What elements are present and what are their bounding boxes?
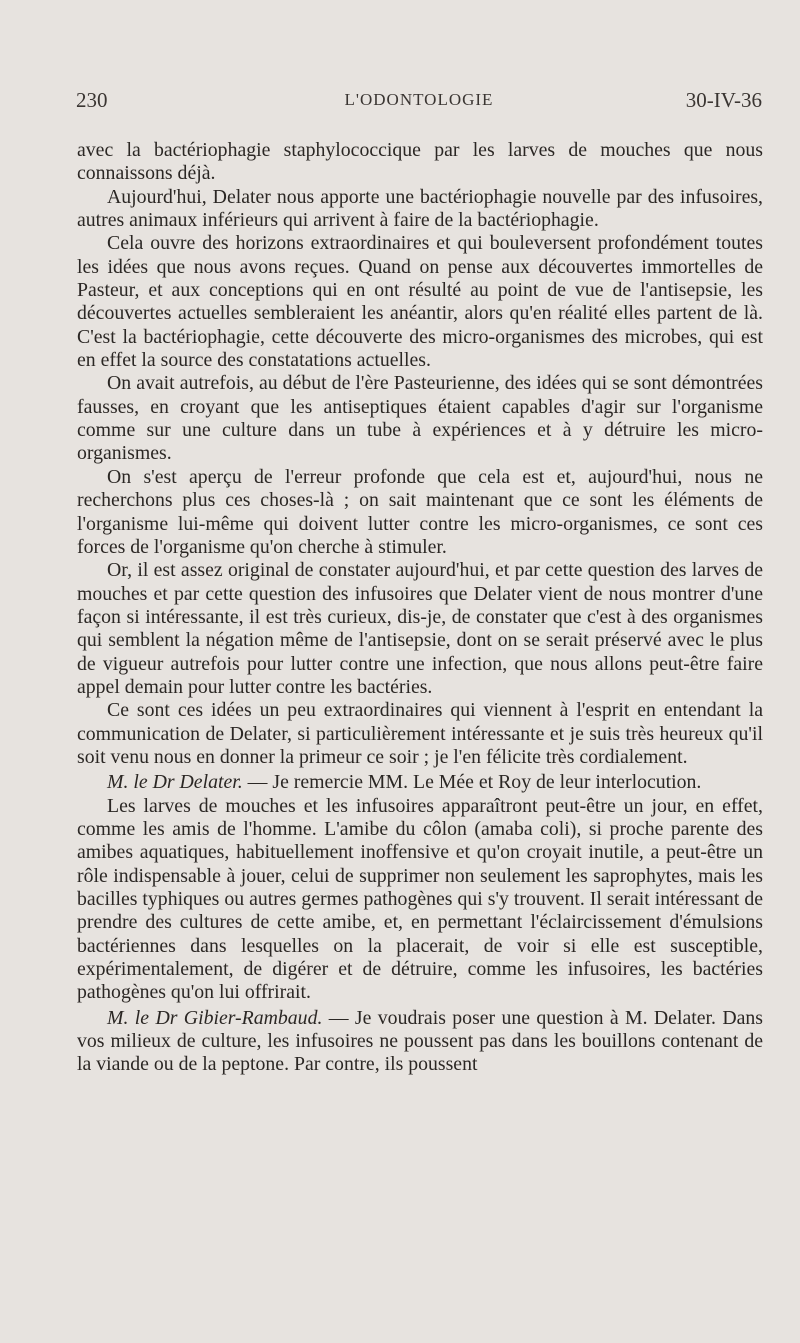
journal-title: L'ODONTOLOGIE bbox=[344, 90, 494, 109]
paragraph: Les larves de mouches et les infusoires apparaîtront peut-être un jour, en effet, comme les amis de l'homme. L'amibe du côlon (amaba coli), si proche parente des amibes aquatiques, habituellement inoffensive et qu'on croyait inutile, a peut-être un rôle indispensable à jouer, celui de supprimer non seulement les saprophytes, mais les bacilles typhiques ou autres germes pathogènes qui s'y trouvent. Il serait intéressant de prendre des cultures de cette amibe, et, en permettant l'éclaircissement d'émulsions bactériennes dans lesquelles on la placerait, de voir si elle est susceptible, expérimentalement, de digérer et de détruire, comme les infusoires, les bactéries pathogènes qu'on lui offrirait. bbox=[77, 794, 763, 1004]
speech-text: — Je remercie MM. Le Mée et Roy de leur interlocution. bbox=[242, 771, 702, 794]
paragraph: Or, il est assez original de constater aujourd'hui, et par cette question des larves de mouches et par cette question des infusoires que Delater vient de nous montrer d'une façon si intéressante, il est très curieux, dis-je, de constater que c'est à des organismes qui semblent la négation même de l'antisepsie, dont on se serait préservé avec le plus de vigueur autrefois pour lutter contre une infection, que nous allons peut-être faire appel demain pour lutter contre les bactéries. bbox=[77, 559, 763, 698]
speaker-name: M. le Dr Gibier-Rambaud. bbox=[107, 1006, 323, 1029]
paragraph: Cela ouvre des horizons extraordinaires et qui bouleversent profondément toutes les idées que nous avons reçues. Quand on pense aux découvertes immortelles de Pasteur, et aux conceptions qui en ont résulté au point de vue de l'antisepsie, les découvertes actuelles sembleraient les anéantir, alors qu'en réalité elles partent de là. C'est la bactériophagie, cette découverte des micro-organismes des microbes, qui est en effet la source des constatations actuelles. bbox=[77, 232, 763, 372]
speaker-name: M. le Dr Delater. bbox=[107, 771, 243, 794]
running-header bbox=[76, 88, 762, 124]
issue-date: 30-IV-36 bbox=[685, 88, 762, 112]
body-text bbox=[77, 139, 763, 1077]
speech-gibier-rambaud bbox=[77, 1007, 763, 1077]
paragraph: On s'est aperçu de l'erreur profonde que cela est et, aujourd'hui, nous ne recherchons plus ces choses-là ; on sait maintenant que ce sont les éléments de l'organisme lui-même qui doivent lutter contre les micro-organismes, ce sont ces forces de l'organisme qu'on cherche à stimuler. bbox=[77, 465, 763, 558]
page-number: 230 bbox=[76, 88, 108, 112]
paragraph: avec la bactériophagie staphylococcique par les larves de mouches que nous connaissons déjà. bbox=[77, 139, 763, 185]
speech-text: — Je voudrais poser une question à M. Delater. Dans vos milieux de culture, les infusoires ne poussent pas dans les bouillons contenant de la viande ou de la peptone. Par contre, ils poussent bbox=[77, 1006, 763, 1076]
paragraph: Ce sont ces idées un peu extraordinaires qui viennent à l'esprit en entendant la communication de Delater, si particulièrement intéressante et je suis très heureux qu'il soit venu nous en donner la primeur ce soir ; je l'en félicite très cordialement. bbox=[77, 699, 763, 768]
speech-delater bbox=[77, 771, 763, 794]
paragraph: Aujourd'hui, Delater nous apporte une bactériophagie nouvelle par des infusoires, autres animaux inférieurs qui arrivent à faire de la bactériophagie. bbox=[77, 185, 763, 232]
paragraph: On avait autrefois, au début de l'ère Pasteurienne, des idées qui se sont démontrées fausses, en croyant que les antiseptiques étaient capables d'agir sur l'organisme comme sur une culture dans un tube à expériences et à y détruire les micro-organismes. bbox=[77, 372, 763, 465]
